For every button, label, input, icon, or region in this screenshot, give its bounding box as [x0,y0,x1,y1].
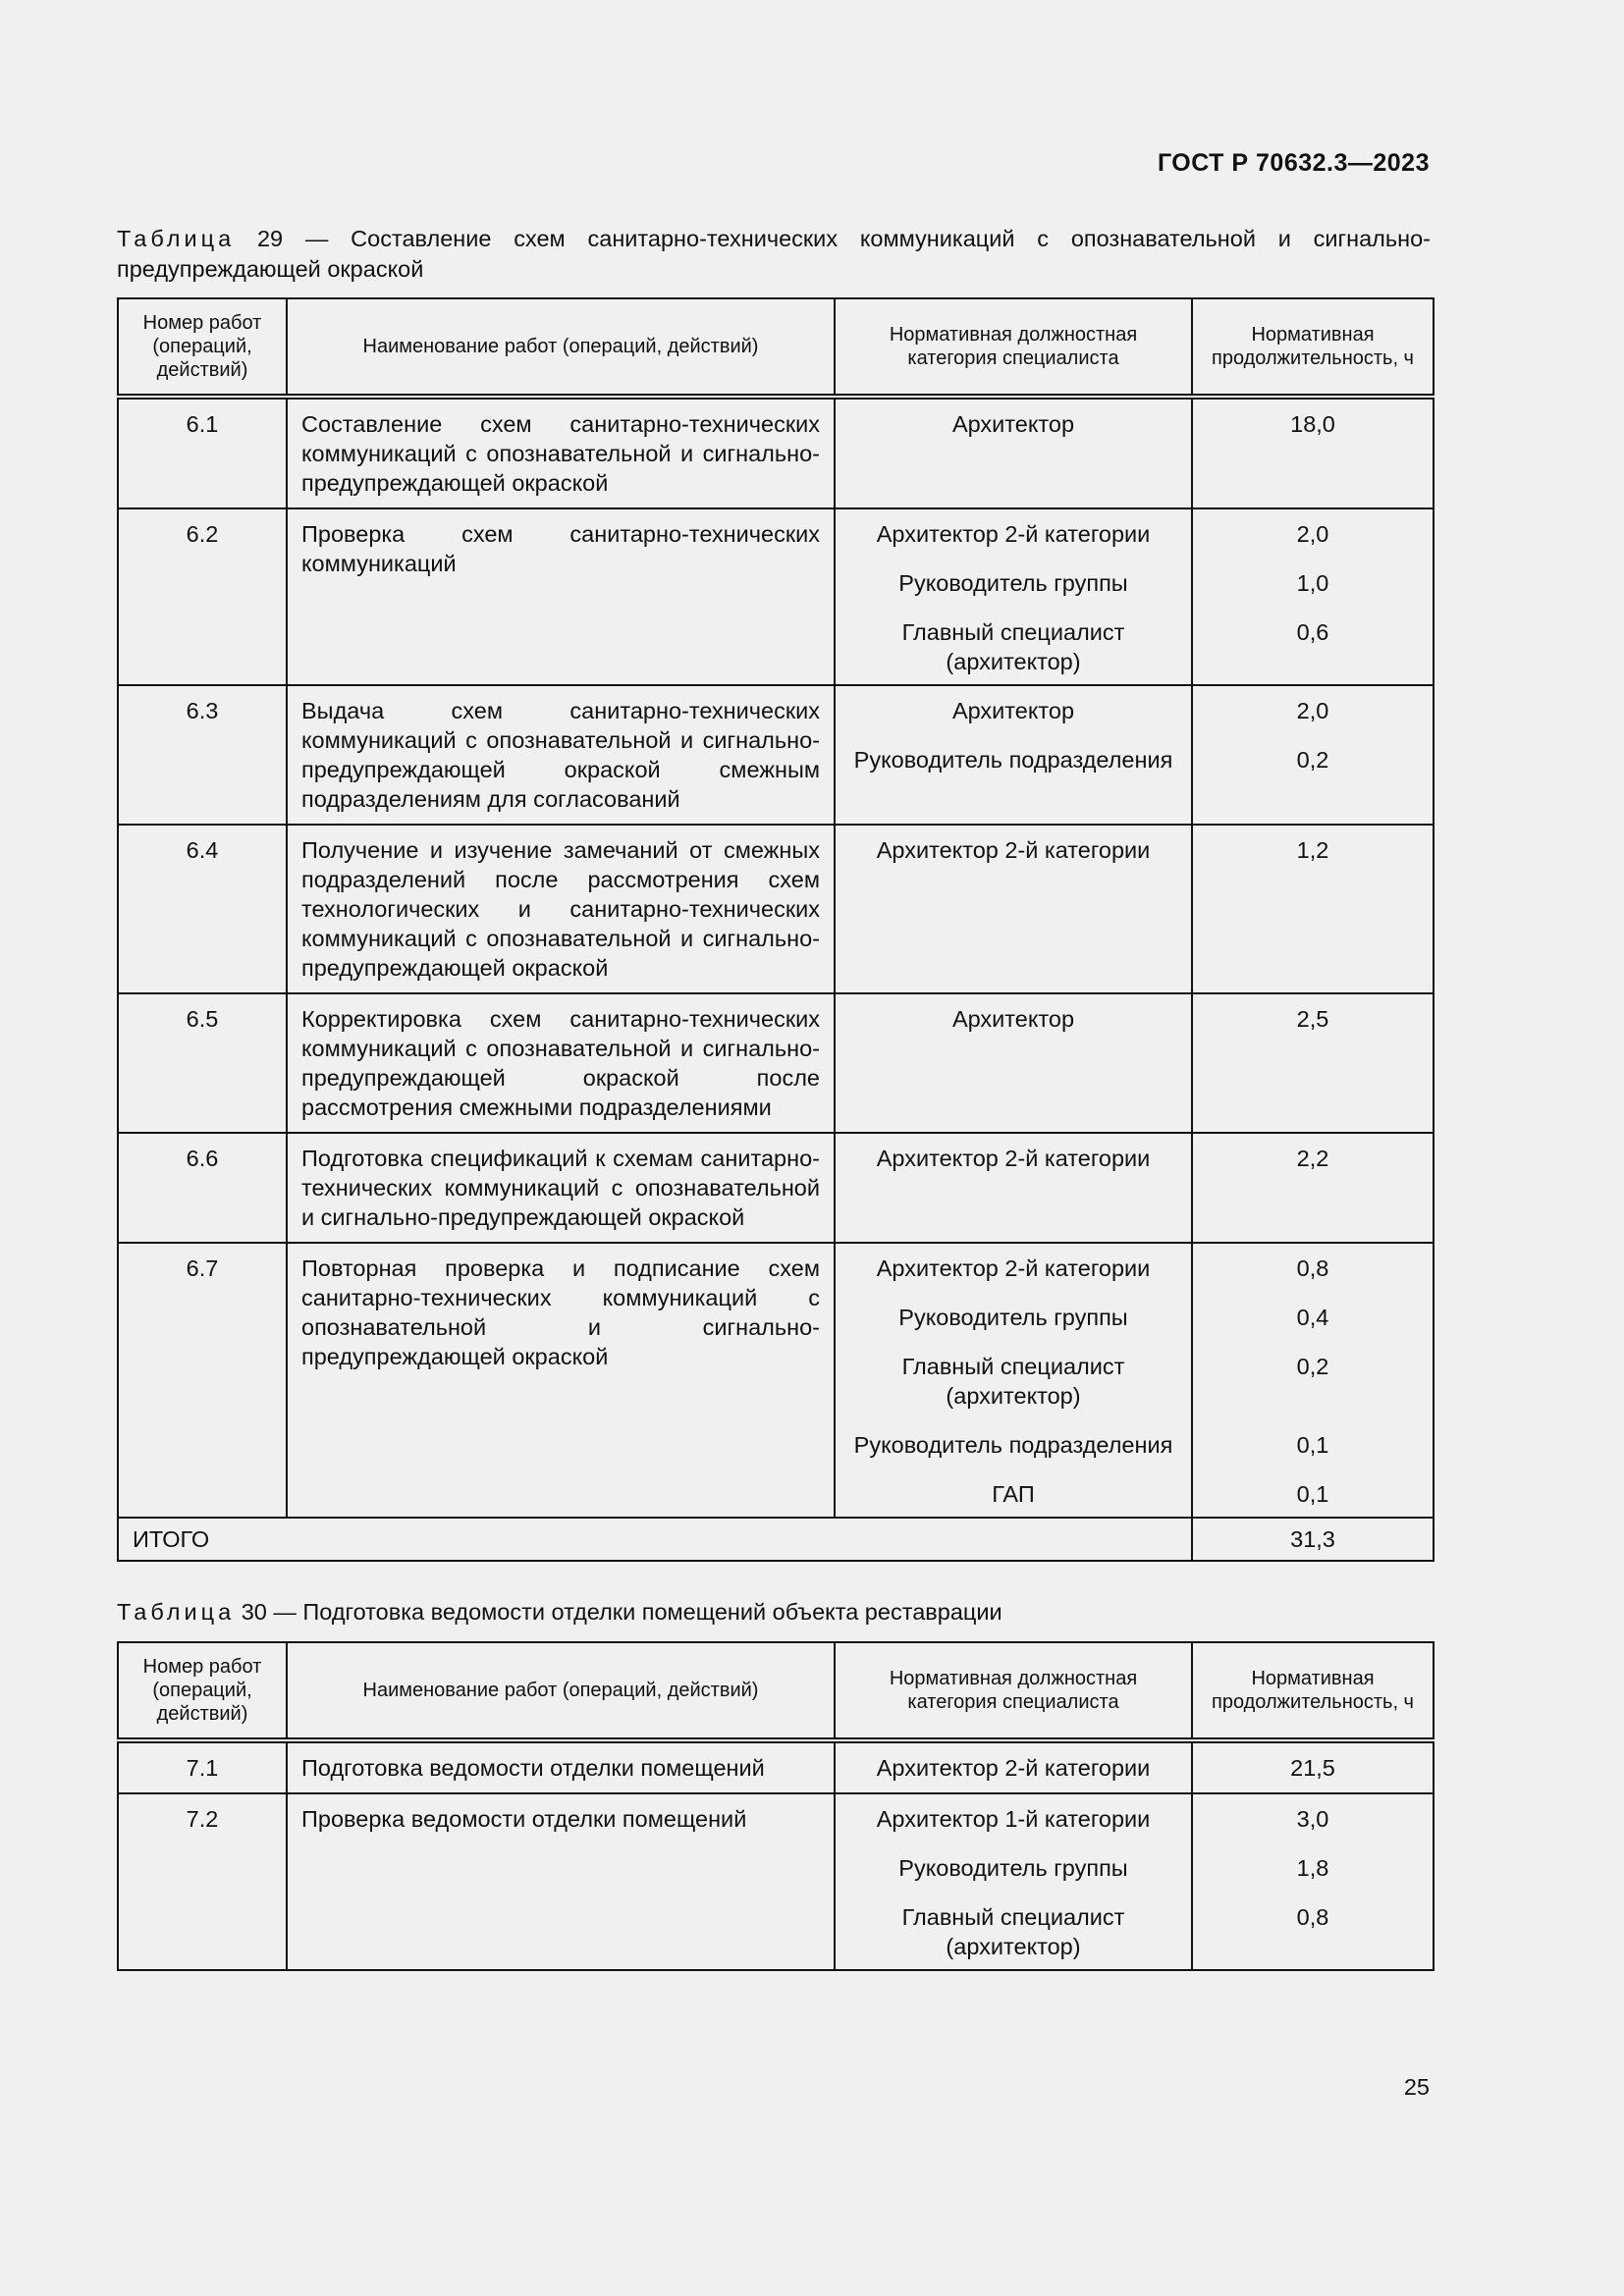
column-header-name: Наименование работ (операций, действий) [287,298,835,397]
duration-value: 2,0 [1296,698,1329,723]
specialist-role: Архитектор [951,698,1075,723]
page-number: 25 [1403,2074,1430,2100]
specialist-role: Архитектор 2-й категории [876,1255,1151,1281]
specialist-role: Руководитель подразделения [853,1432,1173,1458]
table-29-body [118,397,1434,1518]
durations [1192,1740,1434,1793]
caption-text: 30 — Подготовка ведомости отделки помещений объекта реставрации [241,1599,1002,1625]
table-29 [117,297,1435,1562]
specialist-role: Архитектор 2-й категории [876,837,1151,863]
table-30-caption [117,1597,1431,1628]
column-header-number: Номер работ (операций, действий) [118,1642,287,1740]
specialist-role: Архитектор 1-й категории [876,1806,1151,1832]
work-description: Корректировка схем санитарно-технических коммуникаций с опознавательной и сигнально-предупреждающей окраской после рассмотрения смежными подразделениями [287,993,835,1133]
column-header-number: Номер работ (операций, действий) [118,298,287,397]
caption-lead: Таблица [117,226,236,251]
duration-value: 2,5 [1296,1006,1329,1032]
work-description: Получение и изучение замечаний от смежных подразделений после рассмотрения схем технологических и санитарно-технических коммуникаций с опознавательной и сигнально-предупреждающей окраской [287,825,835,993]
work-number: 6.7 [118,1243,287,1518]
specialist-roles [835,1243,1192,1518]
duration-value: 0,8 [1296,1904,1329,1930]
duration-value: 0,8 [1296,1255,1329,1281]
total-label: ИТОГО [118,1518,1192,1561]
specialist-role: Руководитель группы [898,1305,1128,1330]
durations [1192,1793,1434,1970]
specialist-role: Архитектор 2-й категории [876,1146,1151,1171]
duration-value: 1,0 [1296,570,1329,596]
duration-value: 0,6 [1296,619,1329,645]
table-row [118,508,1434,685]
specialist-roles [835,1133,1192,1243]
specialist-role: Руководитель подразделения [853,747,1173,773]
durations [1192,993,1434,1133]
work-description: Проверка схем санитарно-технических коммуникаций [287,508,835,685]
work-description: Составление схем санитарно-технических коммуникаций с опознавательной и сигнально-предупреждающей окраской [287,397,835,508]
duration-value: 2,2 [1296,1146,1329,1171]
specialist-roles [835,508,1192,685]
work-description: Подготовка спецификаций к схемам санитарно-технических коммуникаций с опознавательной и сигнально-предупреждающей окраской [287,1133,835,1243]
duration-value: 18,0 [1290,411,1335,437]
table-row [118,1793,1434,1970]
table-header-row [118,298,1434,397]
work-number: 6.6 [118,1133,287,1243]
table-30 [117,1641,1435,1971]
duration-value: 21,5 [1290,1755,1335,1781]
work-description: Проверка ведомости отделки помещений [287,1793,835,1970]
duration-value: 0,1 [1296,1481,1329,1507]
durations [1192,1243,1434,1518]
duration-value: 0,1 [1296,1432,1329,1458]
total-value: 31,3 [1192,1518,1434,1561]
table-header-row [118,1642,1434,1740]
table-row [118,993,1434,1133]
durations [1192,825,1434,993]
column-header-name: Наименование работ (операций, действий) [287,1642,835,1740]
column-header-role: Нормативная должностная категория специалиста [835,1642,1192,1740]
total-row [118,1518,1434,1561]
durations [1192,397,1434,508]
specialist-roles [835,1793,1192,1970]
table-row [118,397,1434,508]
specialist-role: Архитектор [951,1006,1075,1032]
specialist-role: Архитектор [951,411,1075,437]
table-row [118,1243,1434,1518]
column-header-duration: Нормативная продолжительность, ч [1192,1642,1434,1740]
durations [1192,685,1434,825]
caption-text: 29 — Составление схем санитарно-технических коммуникаций с опознавательной и сигнально-предупреждающей окраской [117,226,1431,282]
work-number: 6.1 [118,397,287,508]
duration-value: 0,2 [1296,1354,1329,1379]
table-row [118,1133,1434,1243]
duration-value: 1,2 [1296,837,1329,863]
specialist-roles [835,685,1192,825]
durations [1192,508,1434,685]
duration-value: 3,0 [1296,1806,1329,1832]
document-code: ГОСТ Р 70632.3—2023 [1157,149,1430,177]
specialist-role: Главный специалист (архитектор) [901,1354,1125,1409]
specialist-role: ГАП [992,1481,1035,1507]
specialist-role: Архитектор 2-й категории [876,1755,1151,1781]
specialist-roles [835,993,1192,1133]
table-30-body [118,1740,1434,1970]
work-description: Подготовка ведомости отделки помещений [287,1740,835,1793]
duration-value: 1,8 [1296,1855,1329,1881]
table-row [118,685,1434,825]
work-description: Повторная проверка и подписание схем санитарно-технических коммуникаций с опознавательной и сигнально-предупреждающей окраской [287,1243,835,1518]
specialist-roles [835,825,1192,993]
specialist-role: Руководитель группы [898,570,1128,596]
specialist-role: Руководитель группы [898,1855,1128,1881]
table-row [118,825,1434,993]
column-header-duration: Нормативная продолжительность, ч [1192,298,1434,397]
duration-value: 0,4 [1296,1305,1329,1330]
specialist-role: Главный специалист (архитектор) [901,619,1125,674]
work-number: 6.5 [118,993,287,1133]
specialist-roles [835,1740,1192,1793]
work-description: Выдача схем санитарно-технических коммуникаций с опознавательной и сигнально-предупреждающей окраской смежным подразделениям для согласований [287,685,835,825]
work-number: 6.4 [118,825,287,993]
work-number: 6.3 [118,685,287,825]
duration-value: 0,2 [1296,747,1329,773]
work-number: 6.2 [118,508,287,685]
specialist-role: Архитектор 2-й категории [876,521,1151,547]
specialist-role: Главный специалист (архитектор) [901,1904,1125,1959]
table-29-caption [117,224,1431,285]
caption-lead: Таблица [117,1599,236,1625]
duration-value: 2,0 [1296,521,1329,547]
column-header-role: Нормативная должностная категория специалиста [835,298,1192,397]
durations [1192,1133,1434,1243]
work-number: 7.1 [118,1740,287,1793]
table-row [118,1740,1434,1793]
specialist-roles [835,397,1192,508]
work-number: 7.2 [118,1793,287,1970]
